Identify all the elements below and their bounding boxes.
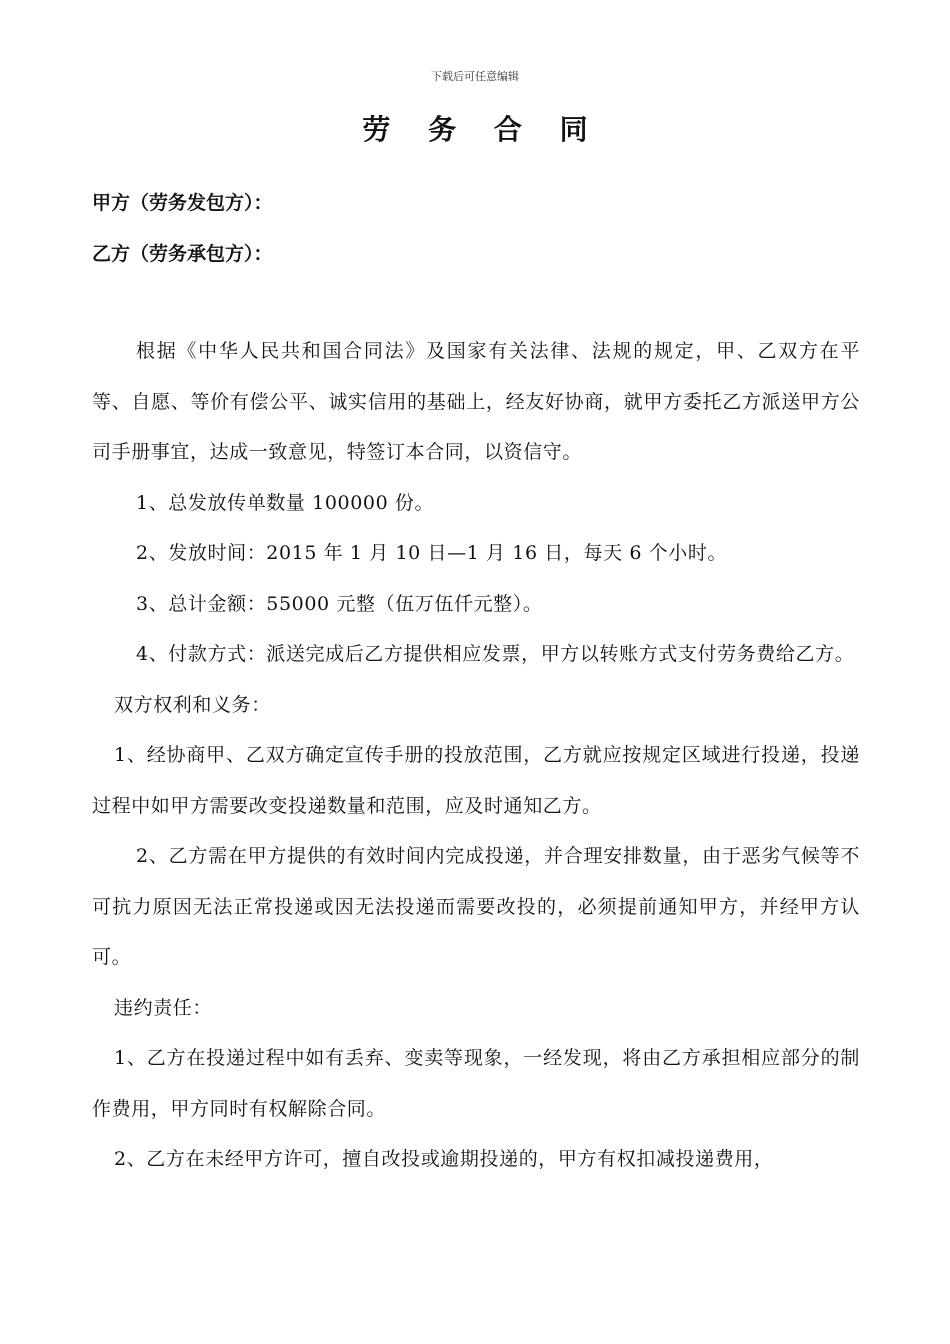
document-title: 劳 务 合 同 xyxy=(362,113,602,146)
term-item: 2、发放时间：2015 年 1 月 10 日—1 月 16 日，每天 6 个小时。 xyxy=(136,542,728,564)
rights-heading: 双方权利和义务： xyxy=(114,693,271,716)
liability-item: 1、乙方在投递过程中如有丢弃、变卖等现象，一经发现，将由乙方承担相应部分的制作费用，甲方同时有权解除合同。 xyxy=(92,1047,860,1120)
rights-item: 1、经协商甲、乙双方确定宣传手册的投放范围，乙方就应按规定区域进行投递，投递过程中如甲方需要改变投递数量和范围，应及时通知乙方。 xyxy=(92,744,860,817)
party-b-line: 乙方（劳务承包方）： xyxy=(92,243,273,265)
party-a-line: 甲方（劳务发包方）： xyxy=(92,192,273,214)
liability-item: 2、乙方在未经甲方许可，擅自改投或逾期投递的，甲方有权扣减投递费用， xyxy=(114,1148,774,1170)
term-item: 1、总发放传单数量 100000 份。 xyxy=(136,491,435,514)
header-note: 下载后可任意编辑 xyxy=(431,70,519,83)
intro-paragraph: 根据《中华人民共和国合同法》及国家有关法律、法规的规定，甲、乙双方在平等、自愿、等价有偿公平、诚实信用的基础上，经友好协商，就甲方委托乙方派送甲方公司手册事宜，达成一致意见，特签订本合同，以资信守。 xyxy=(92,340,860,463)
liability-heading: 违约责任： xyxy=(114,996,213,1019)
term-item: 4、付款方式：派送完成后乙方提供相应发票，甲方以转账方式支付劳务费给乙方。 xyxy=(136,643,855,665)
rights-item: 2、乙方需在甲方提供的有效时间内完成投递，并合理安排数量，由于恶劣气候等不可抗力原因无法正常投递或因无法投递而需要改投的，必须提前通知甲方，并经甲方认可。 xyxy=(92,845,860,968)
term-item: 3、总计金额：55000 元整（伍万伍仟元整）。 xyxy=(136,592,543,615)
contract-body xyxy=(92,326,860,1185)
